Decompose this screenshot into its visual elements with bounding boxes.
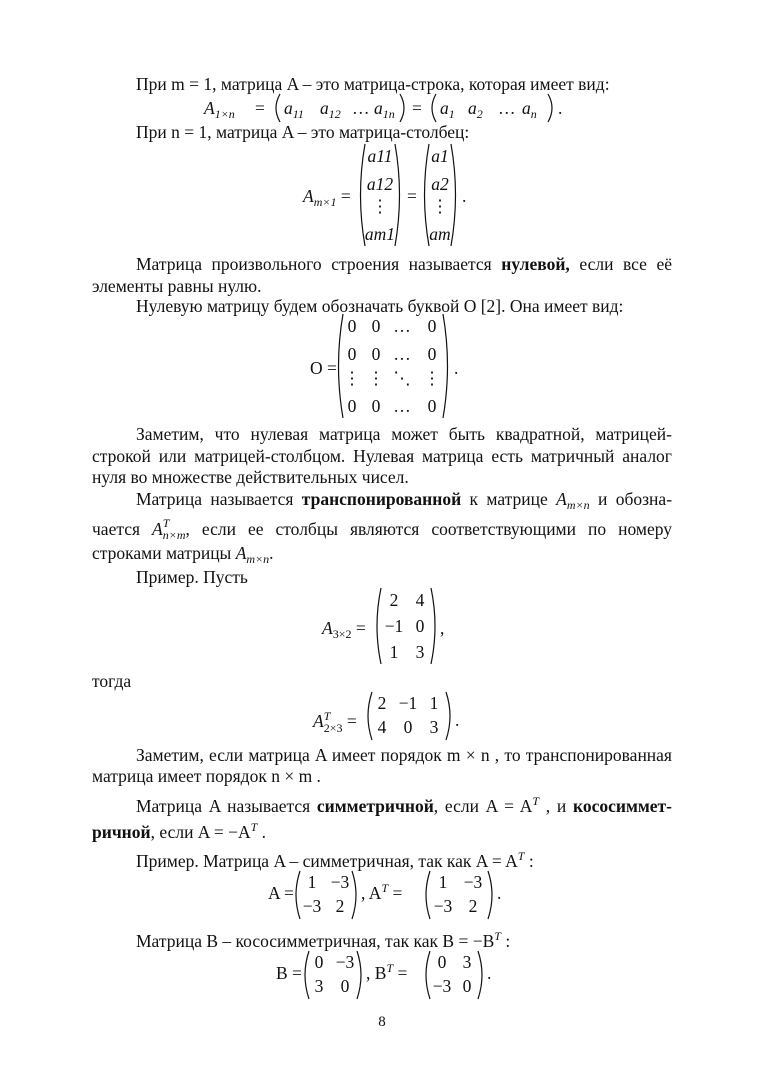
matrix-cell: … — [498, 98, 516, 118]
matrix-cell: am1 — [364, 224, 396, 244]
matrix-cell: ⋮ — [343, 368, 361, 388]
punctuation: , — [440, 618, 445, 638]
matrix-cell: 2 — [335, 896, 345, 916]
row-vector-matrix — [270, 91, 410, 125]
then-word: тогда — [92, 671, 132, 691]
formula-symbol: A — [204, 98, 215, 118]
transpose-def-line-2: чается A T n×m , если ее столбцы являются соответствующими по номеру — [92, 516, 673, 542]
matrix-cell: 1 — [389, 642, 399, 662]
matrix-cell: … — [393, 396, 411, 416]
sym-def-line-1: Матрица A называется симметричной, если $A = A^T$ , и кососиммет- — [136, 794, 672, 816]
equals-sign: = — [412, 98, 422, 118]
matrix-cell: 2 — [377, 693, 387, 713]
zero-def-line-1: Матрица произвольного строения называется нулевой, если все её — [136, 254, 672, 274]
matrix-cell: $a_2$ — [468, 98, 483, 121]
zero-matrix-lhs: O = — [310, 358, 337, 378]
matrix-cell: a11 — [367, 146, 393, 166]
order-note-line-2: матрица имеет порядок n × m . — [92, 766, 321, 786]
matrix-cell: 0 — [347, 396, 357, 416]
zero-note-line-2: строкой или матрицей-столбцом. Нулевая матрица есть матричный аналог — [92, 446, 672, 466]
zero-note-line-1: Заметим, что нулевая матрица может быть квадратной, матрицей- — [136, 424, 672, 444]
matrix-cell: −1 — [398, 693, 418, 713]
matrix-cell: −3 — [463, 872, 483, 892]
equals-sign: = — [255, 98, 265, 118]
matrix-cell: 0 — [427, 396, 437, 416]
matrix-cell: −3 — [335, 952, 355, 972]
formula-subscript: 1×n — [214, 107, 235, 121]
example-3-B-matrix — [301, 949, 365, 1001]
matrix-cell: ⋱ — [393, 368, 411, 388]
col-vector-matrix — [356, 142, 404, 248]
col-vector-lhs: $A_{m\times 1}$ = — [303, 186, 351, 209]
example-3-separator: , $B^T$ = — [366, 961, 408, 983]
col-vector-matrix-simple — [420, 142, 460, 248]
equals-sign: = — [407, 186, 417, 206]
example-1-transpose-lhs: A T 2×3 = — [313, 709, 357, 735]
transpose-def-line-3: строками матрицы $A_{m\times n}$. — [92, 543, 274, 566]
matrix-cell: −3 — [432, 976, 452, 996]
example-2-intro: Пример. Матрица A – симметричная, так как $A = A^T$ : — [136, 849, 534, 871]
example-2-A-lhs: A = — [268, 883, 294, 903]
row-vector-intro: При m = 1, матрица A – это матрица-строка, которая имеет вид: — [136, 74, 610, 94]
matrix-cell: 1 — [429, 693, 439, 713]
punctuation: . — [487, 963, 492, 983]
matrix-cell: ⋮ — [367, 368, 385, 388]
matrix-cell: … — [393, 344, 411, 364]
matrix-cell: $a_1$ — [440, 98, 455, 121]
matrix-cell: ⋮ — [431, 196, 449, 216]
matrix-cell: 1 — [438, 872, 448, 892]
example-2-A-matrix — [292, 869, 360, 921]
matrix-cell: 0 — [347, 344, 357, 364]
row-vector-formula — [204, 98, 235, 121]
matrix-cell: 0 — [437, 952, 447, 972]
zero-note-line-3: нуля во множестве действительных чисел. — [92, 467, 409, 487]
punctuation: . — [455, 710, 460, 730]
example-2-separator: , $A^T$ = — [361, 881, 403, 903]
matrix-cell: 0 — [427, 344, 437, 364]
punctuation: . — [497, 883, 502, 903]
example-2-AT-matrix — [422, 869, 496, 921]
matrix-cell: $a_{1n}$ — [374, 98, 395, 121]
matrix-cell: 3 — [415, 642, 425, 662]
example-3-intro: Матрица B – кососимметричная, так как $B = -B^T$ : — [136, 929, 511, 951]
matrix-cell: $a_n$ — [522, 98, 537, 121]
punctuation: . — [558, 98, 563, 118]
matrix-cell: 0 — [462, 976, 472, 996]
matrix-cell: a2 — [431, 174, 449, 194]
punctuation: . — [462, 186, 467, 206]
matrix-cell: 2 — [389, 590, 399, 610]
matrix-cell: 0 — [427, 316, 437, 336]
matrix-cell: 0 — [371, 396, 381, 416]
matrix-cell: 0 — [347, 316, 357, 336]
matrix-cell: … — [352, 98, 370, 118]
example-1-transpose-matrix — [364, 690, 454, 742]
matrix-cell: 3 — [429, 717, 439, 737]
col-vector-intro: При n = 1, матрица A – это матрица-столбец: — [136, 122, 470, 142]
matrix-cell: $a_{12}$ — [320, 98, 341, 121]
sym-def-line-2: ричной, если $A = -A^T$ . — [92, 820, 267, 842]
matrix-cell: ⋮ — [371, 196, 389, 216]
example-1-lhs: $A_{3\times 2}$ = — [322, 618, 366, 641]
matrix-cell: −3 — [302, 896, 322, 916]
page-number: 8 — [378, 1014, 386, 1030]
matrix-cell: 4 — [415, 590, 425, 610]
punctuation: . — [454, 358, 459, 378]
zero-def-line-2: элементы равны нулю. — [92, 276, 262, 296]
row-vector-matrix-simple — [426, 91, 558, 125]
example-1-label: Пример. Пусть — [136, 567, 248, 587]
matrix-cell: a12 — [366, 174, 394, 194]
example-3-B-lhs: B = — [276, 963, 302, 983]
matrix-cell: 4 — [377, 717, 387, 737]
matrix-cell: am — [429, 224, 451, 244]
order-note-line-1: Заметим, если матрица A имеет порядок m × n , то транспонированная — [136, 745, 672, 765]
zero-def-line-3: Нулевую матрицу будем обозначать буквой O [2]. Она имеет вид: — [136, 296, 624, 316]
matrix-cell: −1 — [384, 616, 404, 636]
matrix-cell: 0 — [371, 316, 381, 336]
matrix-cell: 3 — [314, 976, 324, 996]
matrix-cell: −3 — [330, 872, 350, 892]
matrix-cell: 0 — [415, 616, 425, 636]
matrix-cell: 0 — [371, 344, 381, 364]
example-1-matrix — [373, 586, 439, 666]
matrix-cell: 1 — [307, 872, 317, 892]
matrix-cell: $a_{11}$ — [284, 98, 304, 121]
zero-matrix — [334, 312, 452, 420]
transpose-def-line-1: Матрица называется транспонированной к матрице $A_{m\times n}$ и обозна- — [136, 489, 673, 512]
matrix-cell: 3 — [462, 952, 472, 972]
matrix-cell: 0 — [403, 717, 413, 737]
matrix-cell: −3 — [433, 896, 453, 916]
matrix-cell: a1 — [431, 146, 449, 166]
matrix-cell: 0 — [340, 976, 350, 996]
matrix-cell: 2 — [468, 896, 478, 916]
example-3-BT-matrix — [422, 949, 486, 1001]
matrix-cell: … — [393, 316, 411, 336]
matrix-cell: 0 — [314, 952, 324, 972]
matrix-cell: ⋮ — [423, 368, 441, 388]
